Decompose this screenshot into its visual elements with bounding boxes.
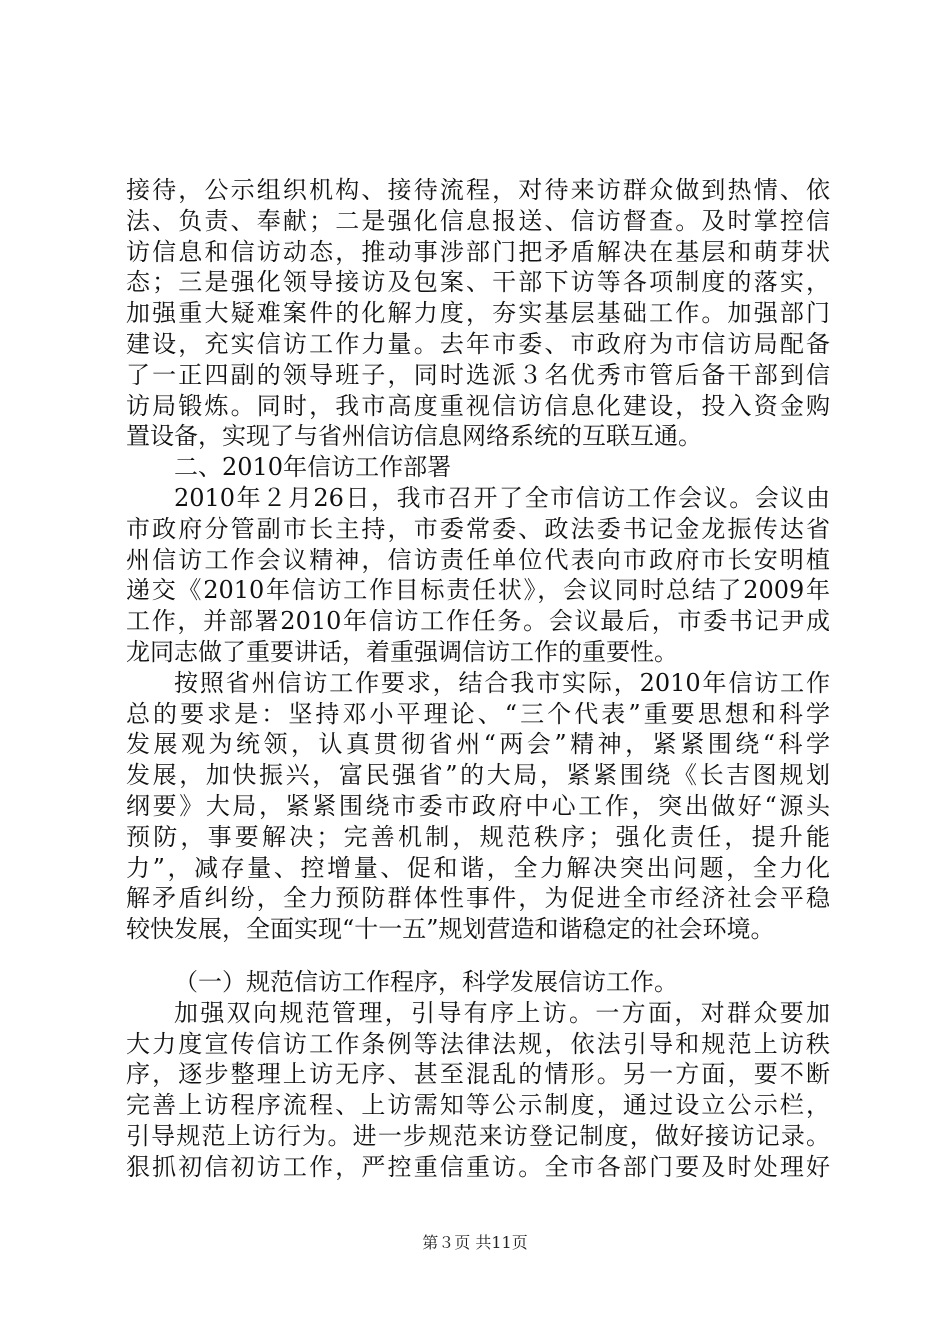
text-line: 引导规范上访行为。进一步规范来访登记制度，做好接访记录。 xyxy=(126,1121,830,1150)
text-line: 访信息和信访动态，推动事涉部门把矛盾解决在基层和萌芽状 xyxy=(126,237,830,266)
text-line: 力”，减存量、控增量、促和谐，全力解决突出问题，全力化 xyxy=(126,853,830,882)
text-line: 加强重大疑难案件的化解力度，夯实基层基础工作。加强部门 xyxy=(126,299,830,328)
text-line: 递交《2010年信访工作目标责任状》，会议同时总结了2009年 xyxy=(126,576,830,605)
document-body xyxy=(126,175,830,1183)
paragraph-meeting xyxy=(126,483,830,668)
text-line: 州信访工作会议精神，信访责任单位代表向市政府市长安明植 xyxy=(126,545,830,574)
text-line: 2010年２月26日，我市召开了全市信访工作会议。会议由 xyxy=(174,483,830,512)
text-line: 序，逐步整理上访无序、甚至混乱的情形。另一方面，要不断 xyxy=(126,1060,830,1089)
text-line: 纲要》大局，紧紧围绕市委市政府中心工作，突出做好“源头 xyxy=(126,791,830,820)
text-line: 工作，并部署2010年信访工作任务。会议最后，市委书记尹成 xyxy=(126,607,830,636)
text-line: 加强双向规范管理，引导有序上访。一方面，对群众要加 xyxy=(174,998,830,1027)
text-line: 发展观为统领，认真贯彻省州“两会”精神，紧紧围绕“科学 xyxy=(126,730,830,759)
text-line: 总的要求是：坚持邓小平理论、“三个代表”重要思想和科学 xyxy=(126,699,830,728)
text-line: 置设备，实现了与省州信访信息网络系统的互联互通。 xyxy=(126,422,702,451)
paragraph-reception-work xyxy=(126,175,830,452)
text-line: 法、负责、奉献；二是强化信息报送、信访督查。及时掌控信 xyxy=(126,206,830,235)
page-number-footer: 第３页 共11页 xyxy=(422,1233,528,1252)
text-line: 狠抓初信初访工作，严控重信重访。全市各部门要及时处理好 xyxy=(126,1152,830,1181)
text-line: 较快发展，全面实现“十一五”规划营造和谐稳定的社会环境。 xyxy=(126,915,775,944)
text-line: 接待，公示组织机构、接待流程，对待来访群众做到热情、依 xyxy=(126,176,830,204)
text-line: 大力度宣传信访工作条例等法律法规，依法引导和规范上访秩 xyxy=(126,1029,830,1058)
text-line: 解矛盾纠纷，全力预防群体性事件，为促进全市经济社会平稳 xyxy=(126,884,830,913)
paragraph-requirements xyxy=(126,668,830,945)
text-line: 建设，充实信访工作力量。去年市委、市政府为市信访局配备 xyxy=(126,329,830,358)
text-line: 市政府分管副市长主持，市委常委、政法委书记金龙振传达省 xyxy=(126,514,830,543)
text-line: 了一正四副的领导班子，同时选派３名优秀市管后备干部到信 xyxy=(126,360,830,389)
text-line: 访局锻炼。同时，我市高度重视信访信息化建设，投入资金购 xyxy=(126,391,830,420)
paragraph-regulation xyxy=(126,998,830,1183)
text-line: 按照省州信访工作要求，结合我市实际，2010年信访工作 xyxy=(174,668,830,697)
text-line: 发展，加快振兴，富民强省”的大局，紧紧围绕《长吉图规划 xyxy=(126,761,830,790)
text-line: 预防，事要解决；完善机制，规范秩序；强化责任，提升能 xyxy=(126,822,830,851)
section-heading: 二、2010年信访工作部署 xyxy=(174,453,452,482)
text-line: 完善上访程序流程、上访需知等公示制度，通过设立公示栏， xyxy=(126,1091,830,1120)
text-line: 龙同志做了重要讲话，着重强调信访工作的重要性。 xyxy=(126,637,678,666)
subsection-heading: （一）规范信访工作程序，科学发展信访工作。 xyxy=(174,967,678,996)
text-line: 态；三是强化领导接访及包案、干部下访等各项制度的落实， xyxy=(126,268,830,297)
paragraph-gap xyxy=(126,945,830,967)
